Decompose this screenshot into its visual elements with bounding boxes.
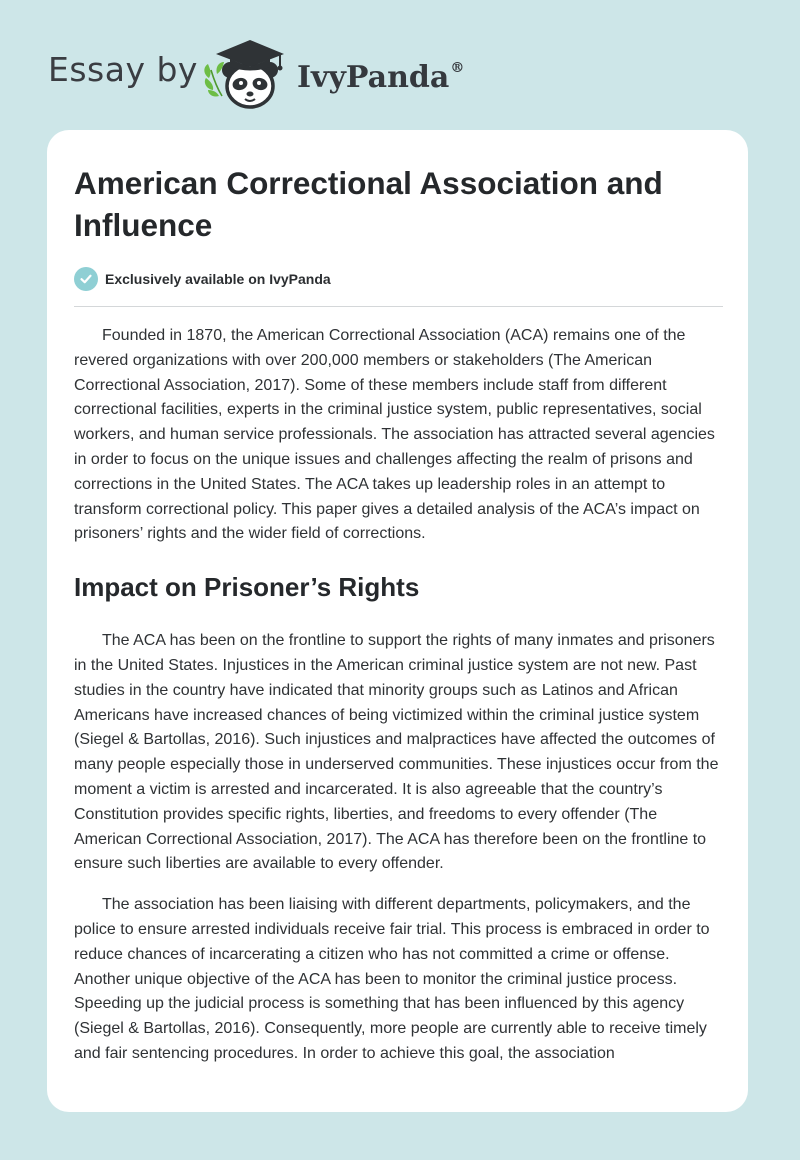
exclusive-badge [74,266,726,292]
essay-content [74,162,726,1067]
exclusive-badge-label: Exclusively available on IvyPanda [105,271,331,287]
divider [74,306,723,307]
section-heading: Impact on Prisoner’s Rights [74,572,420,603]
essay-title: American Correctional Association and Influence [74,165,663,243]
check-icon [74,267,98,291]
body-paragraph: Founded in 1870, the American Correctional Association (ACA) remains one of the revered organizations with over 200,000 members or stakeholders (The American Correctional Association, 2017). Some of these members include staff from different correctional facilities, experts in the criminal justice system, public representatives, social workers, and human service professionals. The association has attracted several agencies in order to focus on the unique issues and challenges affecting the realm of prisons and corrections in the United States. The ACA takes up leadership roles in an attempt to transform correctional policy. This paper gives a detailed analysis of the ACA’s impact on prisoners’ rights and the wider field of corrections. [74,327,715,543]
brand-name: IvyPanda [297,60,450,95]
body-paragraph: The association has been liaising with different departments, policymakers, and the police to ensure arrested individuals receive fair trial. This process is embraced in order to reduce chances of incarcerating a citizen who has not committed a crime or offense. Another unique objective of the ACA has been to monitor the criminal justice process. Speeding up the judicial process is something that has been influenced by this agency (Siegel & Bartollas, 2016). Consequently, more people are currently able to receive timely and fair sentencing procedures. In order to achieve this goal, the association [74,896,710,1062]
essay-card [47,130,748,1112]
registered-mark: ® [450,60,465,76]
site-header [0,0,800,130]
panda-graduation-cap-icon[interactable] [200,34,296,110]
essay-by-label: Essay by [48,50,198,89]
body-paragraph: The ACA has been on the frontline to support the rights of many inmates and prisoners in the United States. Injustices in the American criminal justice system are not new. Past studies in the country have indicated that minority groups such as Latinos and African Americans have increased chances of being victimized within the criminal justice system (Siegel & Bartollas, 2016). Such injustices and malpractices have affected the outcomes of many people especially those in underserved communities. These injustices occur from the moment a victim is arrested and incarcerated. It is also agreeable that the country’s Constitution provides specific rights, liberties, and freedoms to every offender (The American Correctional Association, 2017). The ACA has therefore been on the frontline to ensure such liberties are available to every offender. [74,632,719,873]
brand-logo[interactable] [297,52,464,98]
